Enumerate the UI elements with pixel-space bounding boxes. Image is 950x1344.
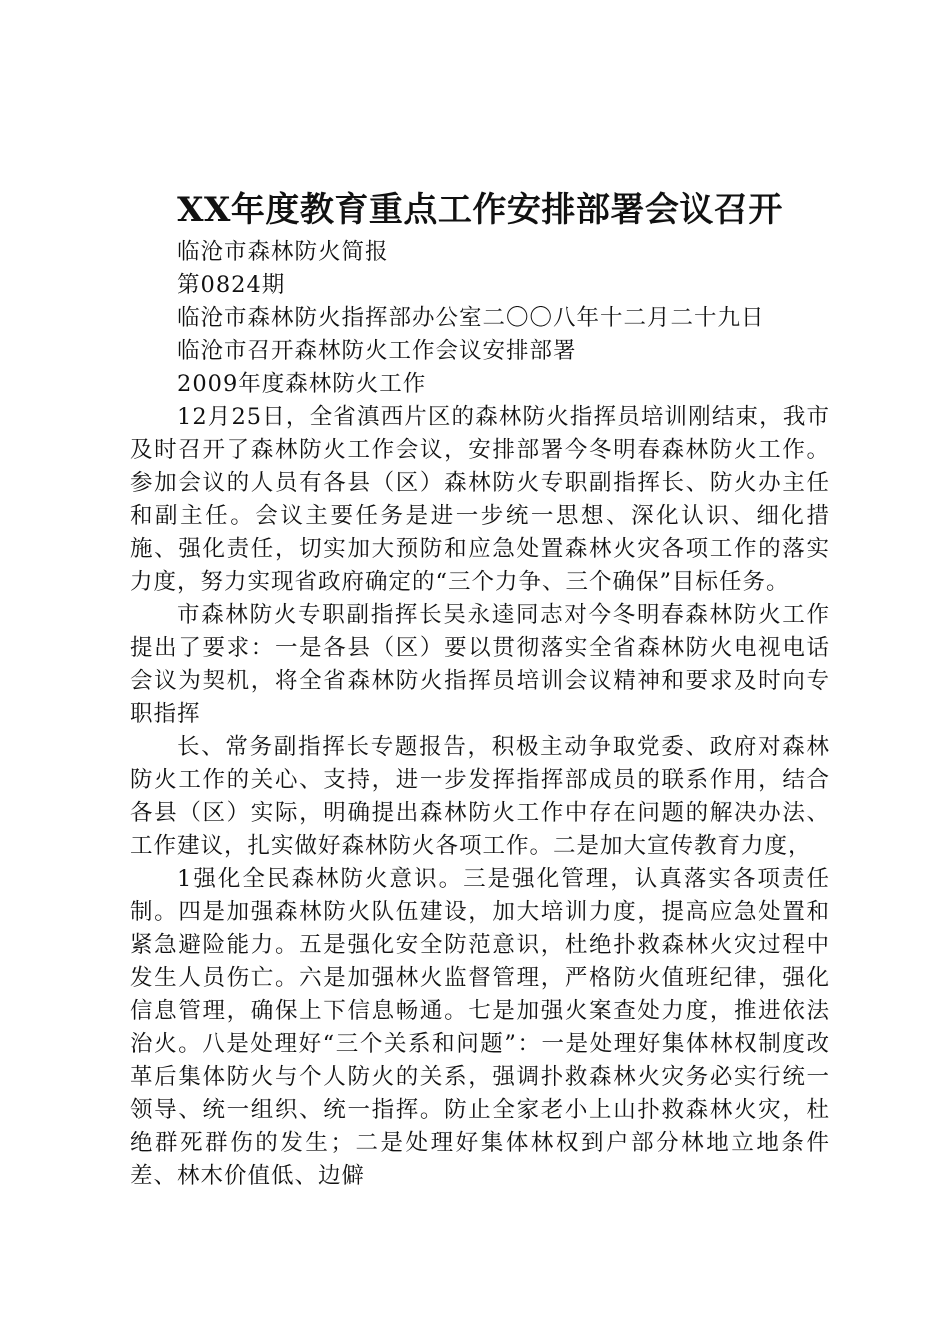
document-title: XX年度教育重点工作安排部署会议召开	[177, 190, 783, 230]
body-paragraph: 12月25日，全省滇西片区的森林防火指挥员培训刚结束，我市及时召开了森林防火工作会议，安排部署今冬明春森林防火工作。参加会议的人员有各县（区）森林防火专职副指挥长、防火办主任和副主任。会议主要任务是进一步统一思想、深化认识、细化措施、强化责任，切实加大预防和应急处置森林火灾各项工作的落实力度，努力实现省政府确定的“三个力争、三个确保”目标任务。	[130, 404, 830, 595]
body-paragraph: 长、常务副指挥长专题报告，积极主动争取党委、政府对森林防火工作的关心、支持，进一步发挥指挥部成员的联系作用，结合各县（区）实际，明确提出森林防火工作中存在问题的解决办法、工作建议，扎实做好森林防火各项工作。二是加大宣传教育力度，	[130, 734, 830, 859]
document-body	[130, 236, 830, 1193]
headline-line-1: 临沧市召开森林防火工作会议安排部署	[177, 338, 577, 364]
bulletin-name-line: 临沧市森林防火简报	[177, 239, 389, 265]
issuer-date-line: 临沧市森林防火指挥部办公室二〇〇八年十二月二十九日	[177, 305, 765, 331]
body-paragraph: 市森林防火专职副指挥长吴永逵同志对今冬明春森林防火工作提出了要求：一是各县（区）要以贯彻落实全省森林防火电视电话会议为契机，将全省森林防火指挥员培训会议精神和要求及时向专职指挥	[130, 602, 830, 727]
body-paragraph: 1强化全民森林防火意识。三是强化管理，认真落实各项责任制。四是加强森林防火队伍建设，加大培训力度，提高应急处置和紧急避险能力。五是强化安全防范意识，杜绝扑救森林火灾过程中发生人员伤亡。六是加强林火监督管理，严格防火值班纪律，强化信息管理，确保上下信息畅通。七是加强火案查处力度，推进依法治火。八是处理好“三个关系和问题”：一是处理好集体林权制度改革后集体防火与个人防火的关系，强调扑救森林火灾务必实行统一领导、统一组织、统一指挥。防止全家老小上山扑救森林火灾，杜绝群死群伤的发生；二是处理好集体林权到户部分林地立地条件差、林木价值低、边僻	[130, 866, 830, 1189]
issue-number-line: 第0824期	[177, 272, 286, 298]
headline-line-2: 2009年度森林防火工作	[177, 371, 427, 397]
